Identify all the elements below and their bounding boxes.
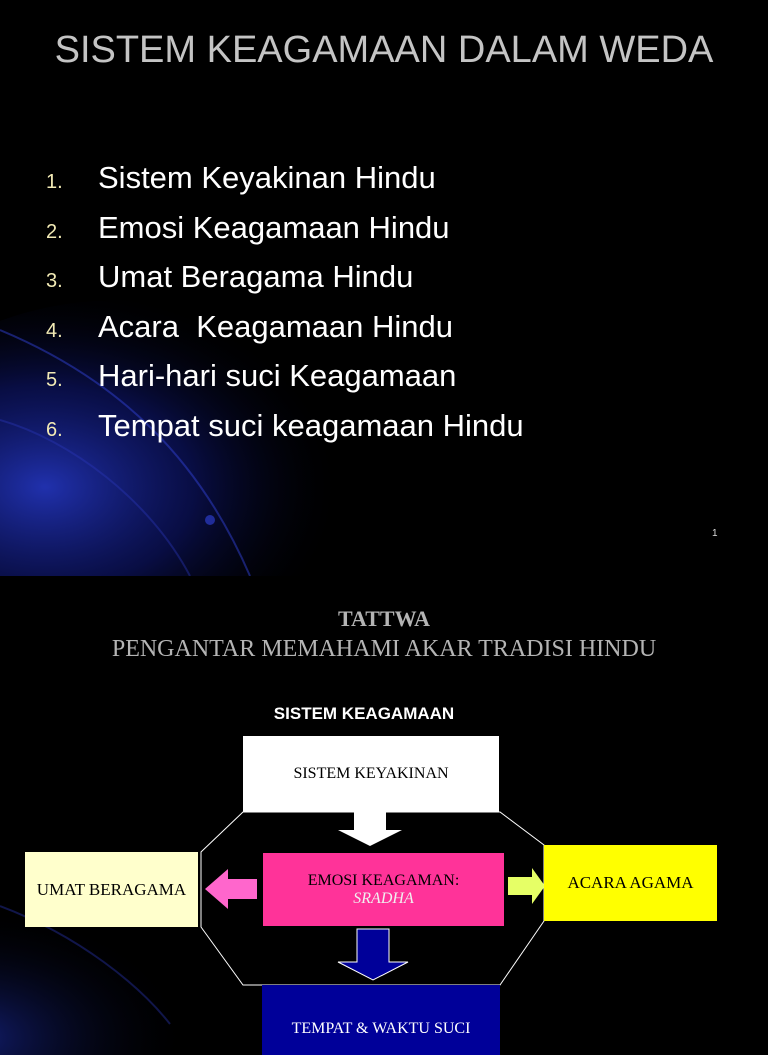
right-arrow (508, 868, 545, 904)
tempat-label: TEMPAT & WAKTU SUCI (291, 1020, 471, 1037)
tempat-box (262, 985, 500, 1055)
list-item (46, 259, 524, 309)
acara-box (544, 845, 717, 921)
list-text: Tempat suci keagamaan Hindu (98, 407, 524, 443)
list-number: 5. (46, 369, 63, 392)
keyakinan-box (243, 736, 499, 812)
slide-2 (0, 576, 768, 1037)
list-number: 3. (46, 270, 63, 293)
list-number: 1. (46, 171, 63, 193)
emosi-box (262, 852, 505, 927)
slide-title: SISTEM KEAGAMAAN DALAM WEDA (54, 29, 714, 71)
list-text: Umat Beragama Hindu (98, 259, 414, 295)
list-item (46, 210, 524, 260)
diagram-title: SISTEM KEAGAMAAN (273, 704, 455, 723)
down-arrow-blue (338, 929, 408, 980)
list-item (46, 160, 524, 210)
umat-box (25, 852, 198, 927)
list-item (46, 358, 524, 408)
emosi-sublabel: SRADHA (353, 889, 414, 907)
keyakinan-label: SISTEM KEYAKINAN (293, 765, 449, 782)
list-number: 2. (46, 220, 63, 243)
topic-list (46, 160, 524, 458)
slide-subtitle: PENGANTAR MEMAHAMI AKAR TRADISI HINDU (111, 636, 657, 662)
list-text: Hari-hari suci Keagamaan (98, 358, 457, 394)
glow-dot (205, 515, 215, 525)
down-arrow-white (338, 812, 402, 846)
acara-label: ACARA AGAMA (567, 873, 694, 892)
emosi-label: EMOSI KEAGAMAN: (307, 871, 460, 889)
list-number: 6. (46, 418, 63, 441)
page-number: 1 (712, 528, 718, 539)
list-item (46, 408, 524, 458)
slide-title: TATTWA (337, 606, 431, 631)
list-text: Acara Keagamaan Hindu (98, 308, 454, 344)
list-number: 4. (46, 319, 63, 342)
list-text: Emosi Keagamaan Hindu (98, 209, 450, 245)
umat-label: UMAT BERAGAMA (36, 879, 187, 899)
list-item (46, 309, 524, 359)
list-text: Sistem Keyakinan Hindu (98, 160, 436, 195)
